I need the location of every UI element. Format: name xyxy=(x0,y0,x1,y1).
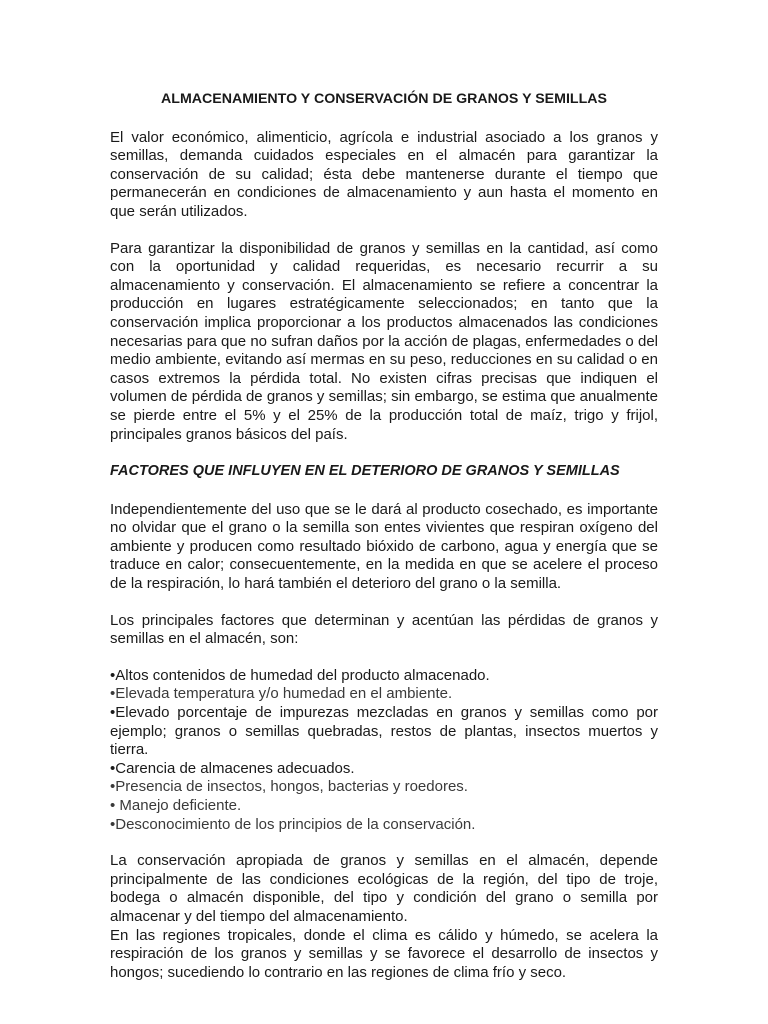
list-item: •Carencia de almacenes adecuados. xyxy=(110,759,355,777)
intro-paragraph-2: Para garantizar la disponibilidad de granos y semillas en la cantidad, así como con la oportunidad y calidad requeridas, es necesario recurrir a su almacenamiento y conservación. El almacenamiento se refiere a concentrar la producción en lugares estratégicamente seleccionados; en tanto que la conservación implica proporcionar a los productos almacenados las condiciones necesarias para que no sufran daños por la acción de plagas, enfermedades o del medio ambiente, evitando así mermas en su peso, reducciones en su calidad o en casos extremos la pérdida total. No existen cifras precisas que indiquen el volumen de pérdida de granos y semillas; sin embargo, se estima que anualmente se pierde entre el 5% y el 25% de la producción total de maíz, trigo y frijol, principales granos básicos del país. xyxy=(110,239,658,443)
section-heading: FACTORES QUE INFLUYEN EN EL DETERIORO DE GRANOS Y SEMILLAS xyxy=(110,463,620,480)
list-item: •Elevado porcentaje de impurezas mezcladas en granos y semillas como por ejemplo; granos o semillas quebradas, restos de plantas, insectos muertos y tierra. xyxy=(110,704,658,759)
list-item: •Presencia de insectos, hongos, bacterias y roedores. xyxy=(110,778,468,796)
factors-paragraph-2: Los principales factores que determinan y acentúan las pérdidas de granos y semillas en el almacén, son: xyxy=(110,611,658,648)
list-item: • Manejo deficiente. xyxy=(110,797,242,814)
list-item: •Altos contenidos de humedad del producto almacenado. xyxy=(110,666,490,684)
closing-paragraph-1: La conservación apropiada de granos y semillas en el almacén, depende principalmente de las condiciones ecológicas de la región, del tipo de troje, bodega o almacén disponible, del tipo y condición del grano o semilla por almacenar y del tiempo del almacenamiento. xyxy=(110,852,658,925)
intro-paragraph-1: El valor económico, alimenticio, agrícola e industrial asociado a los granos y semillas, demanda cuidados especiales en el almacén para garantizar la conservación de su calidad; ésta debe mantenerse durante el tiempo que permanecerán en condiciones de almacenamiento y aun hasta el momento en que serán utilizados. xyxy=(110,128,658,220)
closing-paragraph-2: En las regiones tropicales, donde el clima es cálido y húmedo, se acelera la respiración de los granos y semillas y se favorece el desarrollo de insectos y hongos; sucediendo lo contrario en las regiones de clima frío y seco. xyxy=(110,926,658,981)
list-item: •Elevada temperatura y/o humedad en el ambiente. xyxy=(110,685,453,703)
factors-list xyxy=(110,667,658,834)
list-item: •Desconocimiento de los principios de la conservación. xyxy=(110,815,476,833)
document-body xyxy=(110,90,658,1000)
document-title: ALMACENAMIENTO Y CONSERVACIÓN DE GRANOS Y SEMILLAS xyxy=(161,91,607,107)
factors-paragraph-1: Independientemente del uso que se le dará al producto cosechado, es importante no olvidar que el grano o la semilla son entes vivientes que respiran oxígeno del ambiente y producen como resultado bióxido de carbono, agua y energía que se traduce en calor; consecuentemente, en la medida en que se acelere el proceso de la respiración, lo hará también el deterioro del grano o la semilla. xyxy=(110,500,658,593)
